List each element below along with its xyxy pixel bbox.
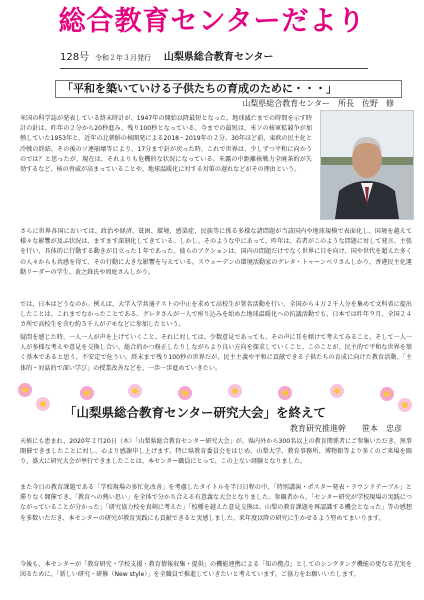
article2-paragraph-2: また今日の教育課題である「学校現場の多忙化改善」を考慮したタイトルを半日日程の中、「特別講演・ポスター発表・ラウンドテーブル」と滞りなく開催でき、「教育への熱い思い」を全体で分かち合える有意義な大会となりました。参観者から、「センター研究が学校現場の実践につながっていることが分かった」「研究協力校を真剣に考えた」「校種を越えた意見交換は、山梨の教育課題を再認識する機会となった」等の感想を多数いただき、本センターの研究が教育実践にも貢献できると実感しました。来年度以降の研究に生かせるよう努めてまいります。 (20, 484, 412, 522)
flower-decoration-7 (278, 386, 292, 400)
flower-decoration-3 (80, 386, 94, 400)
article2-paragraph-3: 今後も、本センターが「教育研究・学校支援・教育情報収集・提供」の機能連携による「知の拠点」としてのシンクタンク機能の更なる充実を図るために、「新しい研究・研修（New style）」を全職員で推進していきたいと考えています。ご協力をお願いいたします。 (20, 561, 412, 579)
article2-paragraph-1: 天候にも恵まれ、2020年２月20日（木）「山梨県総合教育センター研究大会」が、県内外から300名以上の教育関係者にご参集いただき、無事開催できましたことに対し、心より感謝申し上げます。特に県教育委員会をはじめ、山梨大学、教育事務所、博物館等より多くのご来場を賜り、盛大に研究大会が挙行できましたことは、本センター職員にとって、この上ない経験となりました。 (20, 438, 412, 466)
flower-decoration-5 (178, 386, 192, 400)
flower-decoration-10 (398, 398, 412, 412)
issue-date: 令和２年３月発行 (94, 54, 151, 62)
flower-decoration-8 (330, 384, 344, 398)
flower-decoration-2 (36, 397, 50, 411)
flower-decoration-6 (228, 384, 242, 398)
director-photo (320, 110, 414, 220)
article1-paragraph-2: さらに世界各国においては、政治や経済、貧困、環境、感染症、民族等に係る多様な諸問題が当該国内や地球規模で表面化し、国境を越えて様々な影響が及ぶ状況は、ますます深刻化してきている。しかし、そのような中にあって、昨年は、若者がこのような問題に対して発言、主張を行い、具体的に行動する動きが目立った１年であった。彼らのアクションは、国内の問題だけでなく世界に目を向け、国や世代を超えた多くの人々からも共感を得て、その行動に大きな影響を与えている。スウェーデンの環境活動家のグレタ・トゥーンベリさんしかり、香港民主化運動リーダーの学生、黄之鋒氏や周庭さんしかり。 (20, 228, 412, 276)
article2-byline: 教育研究推進幹 笹本 忠彦 (290, 424, 402, 433)
flower-decoration-4 (128, 384, 142, 398)
publisher-name: 山梨県総合教育センター (163, 52, 274, 63)
article1-paragraph-4: 疑問を感じた時、一人一人が声を上げていくこと。それに対しては、少数意見であっても、その声に耳を傾けて考えてみること。そして一人一人が多様な考えや意見を交換し合い、総合的かつ修正したりしながらより良い方向を探求していくこと。このことが、民主的で平和な世界を築く基本であると思う。不安定で危うい。終末まで残り100秒の世界だが、民主主義や平和に貢献できる子供たちの育成に向けた教育活動、「主体的・対話的で深い学び」の授業改善などを、一歩一歩進めていきたい。 (20, 334, 412, 372)
flower-decoration-9 (380, 387, 394, 401)
issue-number: 128号 (60, 52, 90, 63)
article2-title: 「山梨県総合教育センター研究大会」を終えて (64, 405, 327, 420)
newsletter-masthead: 総合教育センターだより (58, 6, 366, 37)
publication-info (60, 50, 380, 66)
article1-paragraph-1: 米国の科学誌が発表している終末時計が、1947年の開始以降最短となった。地球滅亡までの時間を示す時計の針は、昨年の２分から20秒進み、残り100秒となっている。今までの最短は、米ソの核軍拡競争が加熱していた1953年と、近年の北朝鮮の核開発による2018・2019年の２分。30年ほど前、東欧の民主化と冷戦の終結。その後のソ連崩壊等により、17分まで針が戻った時、これで世界は、少しずつ平和に向かうのでは？と思ったが、現在は、それよりも危機的な状況になっている。米露の中距離核戦力全廃条約が失効するなど、核の脅威が高まっていることや、地球温暖化に対する対策の遅れなどがその理由という。 (20, 115, 312, 174)
director-portrait-image (321, 111, 413, 219)
article1-title: 「平和を築いていける子供たちの育成のために・・・」 (62, 82, 337, 95)
article1-byline: 山梨県総合教育センター 所長 佐野 修 (242, 99, 394, 108)
article1-paragraph-3: では、日本はどうなのか。例えば、大学入学共通テストの中止を求めて高校生が署名活動を行い、全国から４万２千人分を集めて文科省に提出したことは、これまでなかったことである。グレタさんが一人で座り込みを始めた地球温暖化への抗議活動でも、日本では昨年９月、全国２４カ所で高校生を含む約５千人がデモなどに参加したという。 (20, 301, 412, 329)
header-rule (60, 68, 368, 69)
flower-decoration-1 (18, 383, 32, 397)
